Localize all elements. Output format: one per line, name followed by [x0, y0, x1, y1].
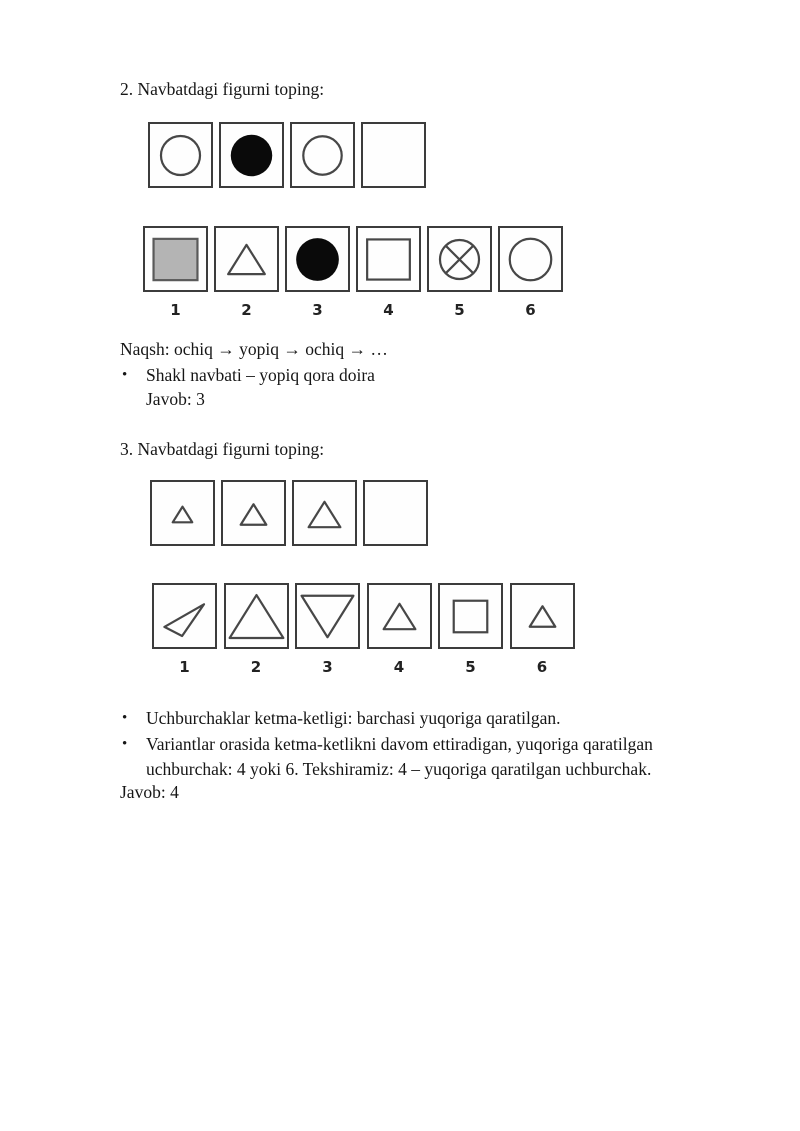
triangle-down-glyph: [297, 586, 358, 647]
figure-cell: [292, 480, 357, 546]
figure-cell: [143, 226, 208, 319]
square-glyph: [145, 229, 206, 290]
triangle-glyph: [226, 586, 287, 647]
option-number: 1: [170, 301, 181, 319]
question-2-bullet-text: Shakl navbati – yopiq qora doira: [146, 365, 375, 385]
figure-cell: [498, 226, 563, 319]
bullet-icon: •: [122, 367, 128, 383]
figure-box: [285, 226, 350, 292]
figure-box: [290, 122, 355, 188]
question-2-sequence-row: [148, 122, 426, 188]
triangle-glyph: [216, 229, 277, 290]
figure-cell: [285, 226, 350, 319]
question-3-bullet-text-2: Variantlar orasida ketma-ketlikni davom ettiradigan, yuqoriga qaratilgan uchburchak: 4 yoki 6. Tekshiramiz: 4 – yuqoriga qaratilgan uchburchak.: [146, 734, 653, 779]
circle-glyph: [287, 229, 348, 290]
square-glyph: [358, 229, 419, 290]
figure-box: [363, 480, 428, 546]
figure-box: [143, 226, 208, 292]
figure-cell: [214, 226, 279, 319]
figure-box: [221, 480, 286, 546]
figure-cell: [148, 122, 213, 188]
bullet-icon: •: [122, 710, 128, 726]
triangle-glyph: [294, 483, 355, 544]
question-2-title: 2. Navbatdagi figurni toping:: [120, 79, 325, 99]
square-glyph: [440, 586, 501, 647]
circle-glyph: [221, 125, 282, 186]
figure-cell: [356, 226, 421, 319]
figure-cell: [150, 480, 215, 546]
option-number: 4: [383, 301, 394, 319]
question-3-options-row: [152, 583, 575, 676]
circle-glyph: [292, 125, 353, 186]
figure-box: [148, 122, 213, 188]
question-2-options-row: [143, 226, 563, 319]
figure-cell: [290, 122, 355, 188]
figure-cell: [361, 122, 426, 188]
figure-box: [498, 226, 563, 292]
figure-box: [224, 583, 289, 649]
option-number: 3: [322, 658, 333, 676]
figure-cell: [224, 583, 289, 676]
figure-box: [295, 583, 360, 649]
figure-cell: [363, 480, 428, 546]
figure-cell: [295, 583, 360, 676]
question-3-title: 3. Navbatdagi figurni toping:: [120, 439, 325, 459]
figure-cell: [221, 480, 286, 546]
figure-box: [427, 226, 492, 292]
figure-box: [367, 583, 432, 649]
question-2-bullet-row: [122, 363, 375, 388]
option-number: 6: [536, 658, 548, 676]
triangle-glyph: [512, 586, 573, 647]
figure-box: [438, 583, 503, 649]
figure-box: [361, 122, 426, 188]
figure-cell: [510, 583, 575, 676]
question-2-pattern-line: Naqsh: ochiq → yopiq → ochiq → …: [120, 339, 388, 359]
option-number: 1: [179, 658, 190, 676]
figure-box: [150, 480, 215, 546]
figure-cell: [427, 226, 492, 319]
question-3-answer: Javob: 4: [120, 782, 179, 802]
figure-box: [152, 583, 217, 649]
option-number: 5: [454, 301, 465, 319]
option-number: 2: [250, 658, 262, 676]
triangle-glyph: [369, 586, 430, 647]
question-3-bullet-text-1: Uchburchaklar ketma-ketligi: barchasi yuqoriga qaratilgan.: [146, 708, 561, 728]
option-number: 3: [312, 301, 323, 319]
option-number: 4: [393, 658, 405, 676]
figure-box: [510, 583, 575, 649]
figure-cell: [219, 122, 284, 188]
option-number: 2: [241, 301, 252, 319]
bullet-icon: •: [122, 736, 128, 752]
circle-glyph: [500, 229, 561, 290]
question-3-sequence-row: [150, 480, 428, 546]
triangle-glyph: [223, 483, 284, 544]
figure-box: [292, 480, 357, 546]
figure-box: [356, 226, 421, 292]
question-2-answer: Javob: 3: [146, 389, 205, 409]
figure-cell: [367, 583, 432, 676]
figure-cell: [438, 583, 503, 676]
figure-box: [214, 226, 279, 292]
figure-box: [219, 122, 284, 188]
triangle-rotated-glyph: [154, 586, 215, 647]
figure-cell: [152, 583, 217, 676]
question-3-bullet-row-2: [122, 732, 698, 782]
triangle-glyph: [152, 483, 213, 544]
question-3-bullet-row-1: [122, 706, 561, 731]
circle-x-glyph: [429, 229, 490, 290]
option-number: 6: [525, 301, 536, 319]
option-number: 5: [465, 658, 476, 676]
circle-glyph: [150, 125, 211, 186]
